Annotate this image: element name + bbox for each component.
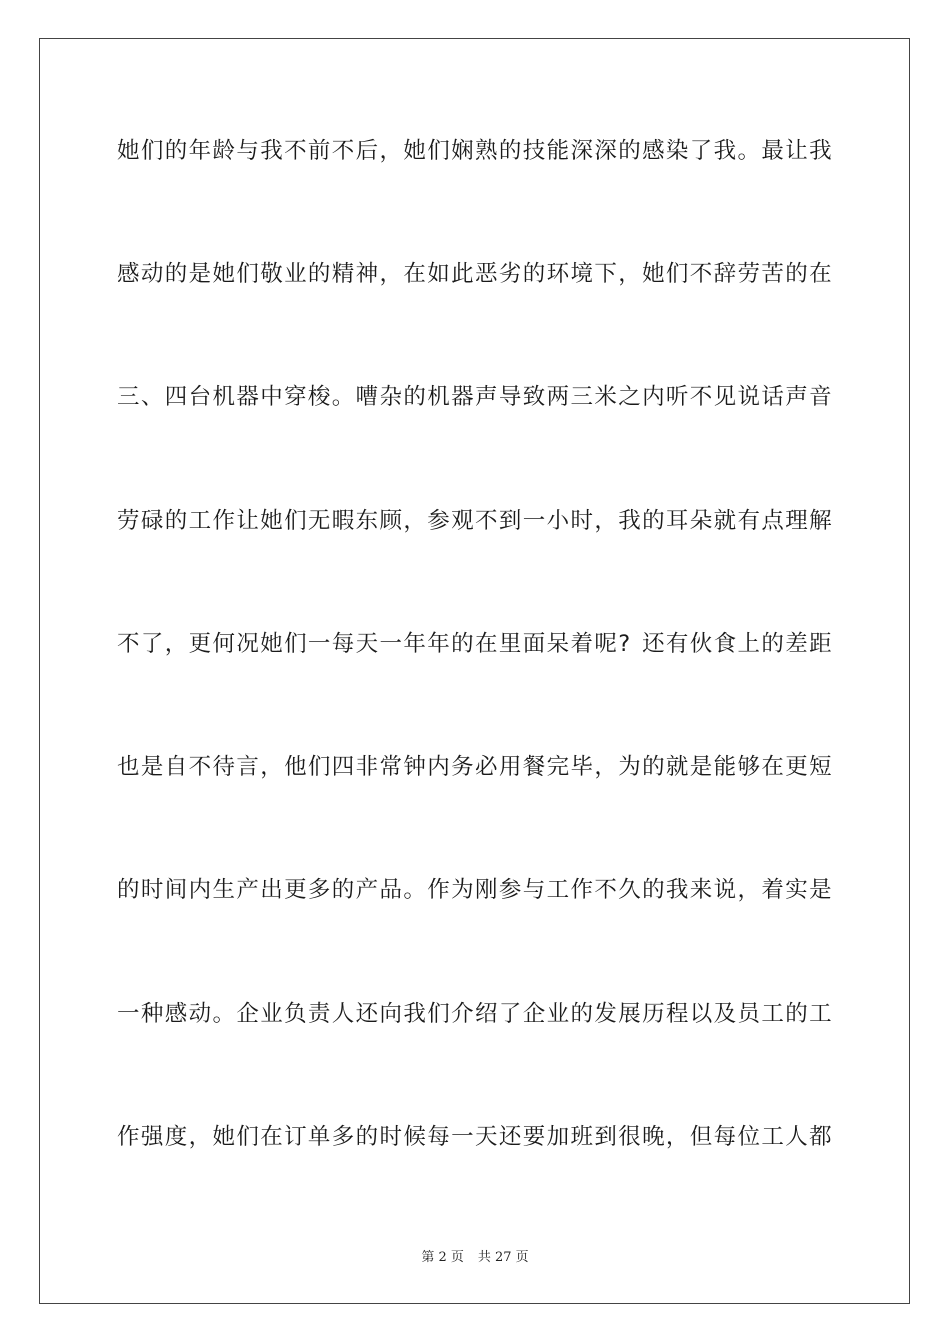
page-border xyxy=(39,38,910,1304)
text-line: 她 们 的 年 龄 与 我 不 前 不 后 ， 她 们 娴 熟 的 技 能 深 深 的 感 染 了 我 。 最 让 我 xyxy=(117,138,832,164)
text-line: 感 动 的 是 她 们 敬 业 的 精 神 ， 在 如 此 恶 劣 的 环 境 下 ， 她 们 不 辞 劳 苦 的 在 xyxy=(117,261,832,287)
text-line: 不 了 ， 更 何 况 她 们 一 每 天 一 年 年 的 在 里 面 呆 着 呢 ? 还 有 伙 食 上 的 差 距 xyxy=(117,631,832,657)
page-total: 共 27 页 xyxy=(477,1250,529,1265)
text-line: 的 时 间 内 生 产 出 更 多 的 产 品 。 作 为 刚 参 与 工 作 不 久 的 我 来 说 ， 着 实 是 xyxy=(117,877,832,903)
text-line: 也 是 自 不 待 言 ， 他 们 四 非 常 钟 内 务 必 用 餐 完 毕 ， 为 的 就 是 能 够 在 更 短 xyxy=(117,754,832,780)
page-number: 第 2 页 xyxy=(421,1250,464,1265)
text-line: 三 、 四 台 机 器 中 穿 梭 。 嘈 杂 的 机 器 声 导 致 两 三 米 之 内 听 不 见 说 话 声 音 xyxy=(117,384,832,410)
text-line: 劳 碌 的 工 作 让 她 们 无 暇 东 顾 ， 参 观 不 到 一 小 时 ， 我 的 耳 朵 就 有 点 理 解 xyxy=(117,508,832,534)
text-line: 一 种 感 动 。 企 业 负 责 人 还 向 我 们 介 绍 了 企 业 的 发 展 历 程 以 及 员 工 的 工 xyxy=(117,1001,832,1027)
text-line: 作 强 度 ， 她 们 在 订 单 多 的 时 候 每 一 天 还 要 加 班 到 很 晚 ， 但 每 位 工 人 都 xyxy=(117,1124,832,1150)
page-footer xyxy=(0,1246,950,1265)
